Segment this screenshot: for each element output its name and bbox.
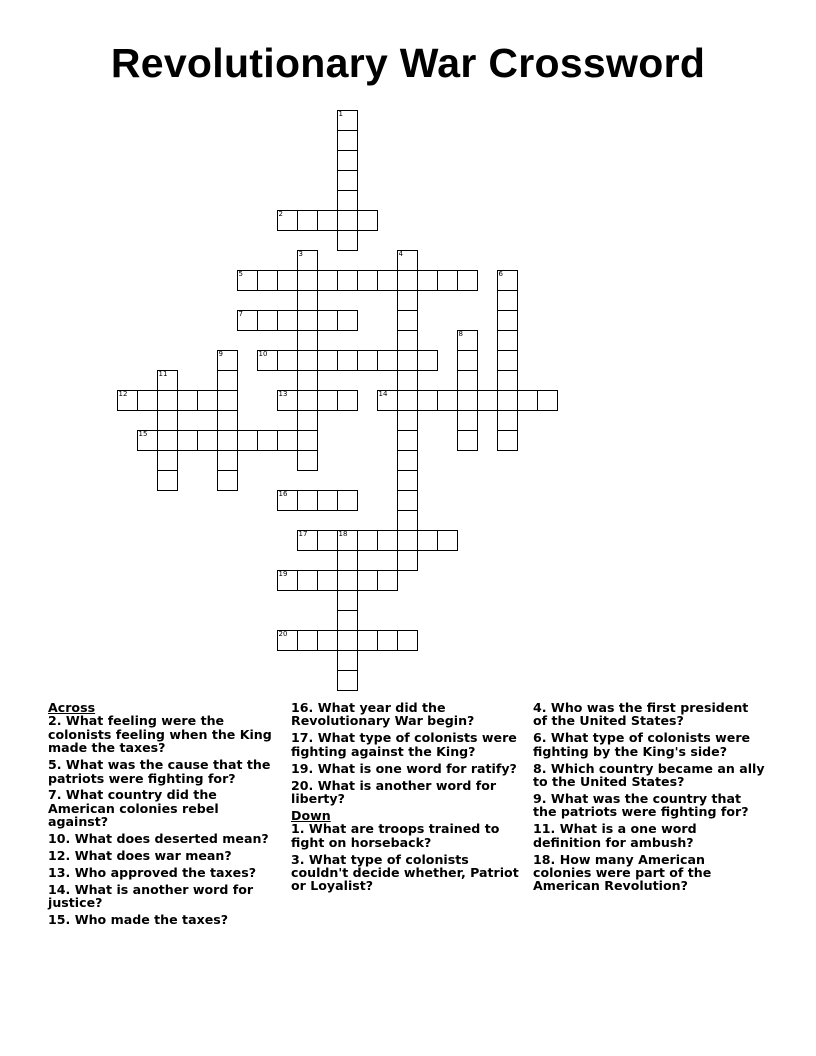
cell-number: 11 bbox=[158, 369, 168, 378]
grid-cell[interactable] bbox=[277, 570, 298, 591]
grid-cell[interactable] bbox=[497, 270, 518, 291]
grid-cell[interactable] bbox=[457, 330, 478, 351]
grid-cell[interactable] bbox=[337, 170, 358, 191]
grid-cell[interactable] bbox=[317, 210, 338, 231]
grid-cell[interactable] bbox=[357, 350, 378, 371]
clues-column-1 bbox=[48, 701, 280, 930]
grid-cell[interactable] bbox=[117, 390, 138, 411]
grid-cell[interactable] bbox=[357, 530, 378, 551]
clue-item: 7. What country did the American colonies rebel against? bbox=[48, 787, 219, 830]
grid-cell[interactable] bbox=[337, 190, 358, 211]
clue-item: 2. What feeling were the colonists feeling when the King made the taxes? bbox=[48, 713, 272, 756]
clue-item: 5. What was the cause that the patriots were fighting for? bbox=[48, 757, 271, 786]
clue-item: 3. What type of colonists couldn't decide whether, Patriot or Loyalist? bbox=[291, 851, 519, 894]
grid-cell[interactable] bbox=[397, 450, 418, 471]
grid-cell[interactable] bbox=[337, 670, 358, 691]
grid-cell[interactable] bbox=[297, 630, 318, 651]
grid-cell[interactable] bbox=[337, 650, 358, 671]
grid-cell[interactable] bbox=[297, 530, 318, 551]
grid-cell[interactable] bbox=[337, 270, 358, 291]
grid-cell[interactable] bbox=[277, 350, 298, 371]
clue-item: 13. Who approved the taxes? bbox=[48, 864, 257, 880]
grid-cell[interactable] bbox=[397, 270, 418, 291]
grid-cell[interactable] bbox=[397, 470, 418, 491]
cell-number: 17 bbox=[298, 529, 308, 538]
grid-cell[interactable] bbox=[437, 530, 458, 551]
grid-cell[interactable] bbox=[137, 390, 158, 411]
grid-cell[interactable] bbox=[377, 530, 398, 551]
clue-item: 16. What year did the Revolutionary War begin? bbox=[291, 700, 475, 729]
grid-cell[interactable] bbox=[517, 390, 538, 411]
grid-cell[interactable] bbox=[477, 390, 498, 411]
cell-number: 5 bbox=[238, 269, 243, 278]
grid-cell[interactable] bbox=[537, 390, 558, 411]
grid-cell[interactable] bbox=[337, 550, 358, 571]
grid-cell[interactable] bbox=[377, 390, 398, 411]
grid-cell[interactable] bbox=[297, 370, 318, 391]
grid-cell[interactable] bbox=[297, 390, 318, 411]
clue-item: 20. What is another word for liberty? bbox=[291, 777, 497, 806]
grid-cell[interactable] bbox=[237, 310, 258, 331]
clues-column-2 bbox=[291, 701, 523, 896]
grid-cell[interactable] bbox=[397, 630, 418, 651]
grid-cell[interactable] bbox=[297, 270, 318, 291]
grid-cell[interactable] bbox=[277, 430, 298, 451]
grid-cell[interactable] bbox=[337, 490, 358, 511]
grid-cell[interactable] bbox=[237, 270, 258, 291]
grid-cell[interactable] bbox=[497, 330, 518, 351]
cell-number: 15 bbox=[138, 429, 148, 438]
grid-cell[interactable] bbox=[417, 270, 438, 291]
grid-cell[interactable] bbox=[277, 310, 298, 331]
grid-cell[interactable] bbox=[217, 470, 238, 491]
grid-cell[interactable] bbox=[397, 430, 418, 451]
grid-cell[interactable] bbox=[397, 410, 418, 431]
grid-cell[interactable] bbox=[317, 350, 338, 371]
grid-cell[interactable] bbox=[357, 270, 378, 291]
grid-cell[interactable] bbox=[137, 430, 158, 451]
grid-cell[interactable] bbox=[397, 350, 418, 371]
grid-cell[interactable] bbox=[157, 390, 178, 411]
cell-number: 14 bbox=[378, 389, 388, 398]
grid-cell[interactable] bbox=[317, 270, 338, 291]
grid-cell[interactable] bbox=[217, 370, 238, 391]
grid-cell[interactable] bbox=[437, 390, 458, 411]
grid-cell[interactable] bbox=[297, 210, 318, 231]
grid-cell[interactable] bbox=[397, 550, 418, 571]
clue-item: 8. Which country became an ally to the United States? bbox=[533, 760, 765, 790]
grid-cell[interactable] bbox=[337, 350, 358, 371]
grid-cell[interactable] bbox=[257, 270, 278, 291]
grid-cell[interactable] bbox=[177, 430, 198, 451]
grid-cell[interactable] bbox=[377, 630, 398, 651]
clue-item: 9. What was the country that the patriots were fighting for? bbox=[533, 790, 749, 820]
grid-cell[interactable] bbox=[397, 390, 418, 411]
grid-cell[interactable] bbox=[337, 310, 358, 331]
clue-item: 15. Who made the taxes? bbox=[48, 912, 229, 928]
cell-number: 1 bbox=[338, 109, 343, 118]
clue-item: 4. Who was the first president of the United States? bbox=[533, 700, 749, 729]
grid-cell[interactable] bbox=[297, 250, 318, 271]
grid-cell[interactable] bbox=[377, 570, 398, 591]
grid-cell[interactable] bbox=[157, 430, 178, 451]
grid-cell[interactable] bbox=[317, 570, 338, 591]
grid-cell[interactable] bbox=[317, 390, 338, 411]
clues-column-3 bbox=[533, 701, 765, 896]
grid-cell[interactable] bbox=[437, 270, 458, 291]
grid-cell[interactable] bbox=[497, 290, 518, 311]
cell-number: 16 bbox=[278, 489, 288, 498]
grid-cell[interactable] bbox=[257, 350, 278, 371]
clue-item: 14. What is another word for justice? bbox=[48, 881, 254, 911]
grid-cell[interactable] bbox=[297, 430, 318, 451]
cell-number: 13 bbox=[278, 389, 288, 398]
grid-cell[interactable] bbox=[497, 390, 518, 411]
grid-cell[interactable] bbox=[417, 530, 438, 551]
page-title: Revolutionary War Crossword bbox=[110, 40, 706, 86]
grid-cell[interactable] bbox=[337, 610, 358, 631]
grid-cell[interactable] bbox=[397, 310, 418, 331]
grid-cell[interactable] bbox=[317, 530, 338, 551]
grid-cell[interactable] bbox=[157, 450, 178, 471]
grid-cell[interactable] bbox=[257, 310, 278, 331]
grid-cell[interactable] bbox=[157, 470, 178, 491]
grid-cell[interactable] bbox=[497, 410, 518, 431]
grid-cell[interactable] bbox=[337, 130, 358, 151]
grid-cell[interactable] bbox=[497, 310, 518, 331]
grid-cell[interactable] bbox=[297, 290, 318, 311]
clue-heading: Down bbox=[291, 807, 331, 823]
grid-cell[interactable] bbox=[157, 370, 178, 391]
grid-cell[interactable] bbox=[277, 270, 298, 291]
cell-number: 6 bbox=[498, 269, 503, 278]
grid-cell[interactable] bbox=[417, 390, 438, 411]
grid-cell[interactable] bbox=[277, 210, 298, 231]
cell-number: 3 bbox=[298, 249, 303, 258]
cell-number: 7 bbox=[238, 309, 243, 318]
cell-number: 4 bbox=[398, 249, 403, 258]
cell-number: 12 bbox=[118, 389, 128, 398]
grid-cell[interactable] bbox=[297, 410, 318, 431]
grid-cell[interactable] bbox=[337, 590, 358, 611]
grid-cell[interactable] bbox=[297, 310, 318, 331]
grid-cell[interactable] bbox=[457, 430, 478, 451]
grid-cell[interactable] bbox=[397, 510, 418, 531]
cell-number: 9 bbox=[218, 349, 223, 358]
cell-number: 2 bbox=[278, 209, 283, 218]
grid-cell[interactable] bbox=[397, 490, 418, 511]
grid-cell[interactable] bbox=[177, 390, 198, 411]
grid-cell[interactable] bbox=[377, 350, 398, 371]
grid-cell[interactable] bbox=[497, 430, 518, 451]
grid-cell[interactable] bbox=[317, 310, 338, 331]
grid-cell[interactable] bbox=[337, 530, 358, 551]
clue-item: 10. What does deserted mean? bbox=[48, 831, 269, 847]
grid-cell[interactable] bbox=[297, 330, 318, 351]
clue-item: 18. How many American colonies were part of the American Revolution? bbox=[533, 851, 712, 894]
cell-number: 19 bbox=[278, 569, 288, 578]
grid-cell[interactable] bbox=[357, 630, 378, 651]
grid-cell[interactable] bbox=[497, 350, 518, 371]
grid-cell[interactable] bbox=[457, 350, 478, 371]
grid-cell[interactable] bbox=[457, 410, 478, 431]
grid-cell[interactable] bbox=[297, 450, 318, 471]
grid-cell[interactable] bbox=[277, 490, 298, 511]
grid-cell[interactable] bbox=[297, 570, 318, 591]
grid-cell[interactable] bbox=[457, 390, 478, 411]
clue-item: 17. What type of colonists were fighting against the King? bbox=[291, 730, 517, 759]
clue-item: 11. What is a one word definition for ambush? bbox=[533, 821, 697, 850]
grid-cell[interactable] bbox=[237, 430, 258, 451]
grid-cell[interactable] bbox=[297, 350, 318, 371]
grid-cell[interactable] bbox=[157, 410, 178, 431]
grid-cell[interactable] bbox=[457, 370, 478, 391]
clue-heading: Across bbox=[48, 700, 96, 715]
grid-cell[interactable] bbox=[217, 430, 238, 451]
grid-cell[interactable] bbox=[337, 570, 358, 591]
grid-cell[interactable] bbox=[357, 570, 378, 591]
cell-number: 20 bbox=[278, 629, 288, 638]
grid-cell[interactable] bbox=[397, 530, 418, 551]
grid-cell[interactable] bbox=[197, 430, 218, 451]
cell-number: 10 bbox=[258, 349, 268, 358]
cell-number: 8 bbox=[458, 329, 463, 338]
grid-cell[interactable] bbox=[217, 350, 238, 371]
grid-cell[interactable] bbox=[317, 630, 338, 651]
grid-cell[interactable] bbox=[337, 150, 358, 171]
cell-number: 18 bbox=[338, 529, 348, 538]
grid-cell[interactable] bbox=[397, 330, 418, 351]
grid-cell[interactable] bbox=[397, 290, 418, 311]
grid-cell[interactable] bbox=[417, 350, 438, 371]
grid-cell[interactable] bbox=[297, 490, 318, 511]
grid-cell[interactable] bbox=[197, 390, 218, 411]
grid-cell[interactable] bbox=[217, 410, 238, 431]
grid-cell[interactable] bbox=[337, 110, 358, 131]
clue-item: 6. What type of colonists were fighting by the King's side? bbox=[533, 730, 751, 759]
grid-cell[interactable] bbox=[337, 230, 358, 251]
grid-cell[interactable] bbox=[377, 270, 398, 291]
grid-cell[interactable] bbox=[497, 370, 518, 391]
grid-cell[interactable] bbox=[337, 390, 358, 411]
grid-cell[interactable] bbox=[397, 250, 418, 271]
clue-item: 12. What does war mean? bbox=[48, 848, 232, 864]
grid-cell[interactable] bbox=[257, 430, 278, 451]
grid-cell[interactable] bbox=[217, 450, 238, 471]
grid-cell[interactable] bbox=[317, 490, 338, 511]
grid-cell[interactable] bbox=[277, 630, 298, 651]
grid-cell[interactable] bbox=[397, 370, 418, 391]
grid-cell[interactable] bbox=[337, 210, 358, 231]
clue-item: 19. What is one word for ratify? bbox=[291, 760, 517, 776]
grid-cell[interactable] bbox=[357, 210, 378, 231]
grid-cell[interactable] bbox=[277, 390, 298, 411]
clue-item: 1. What are troops trained to fight on horseback? bbox=[291, 821, 500, 850]
grid-cell[interactable] bbox=[337, 630, 358, 651]
grid-cell[interactable] bbox=[217, 390, 238, 411]
grid-cell[interactable] bbox=[457, 270, 478, 291]
